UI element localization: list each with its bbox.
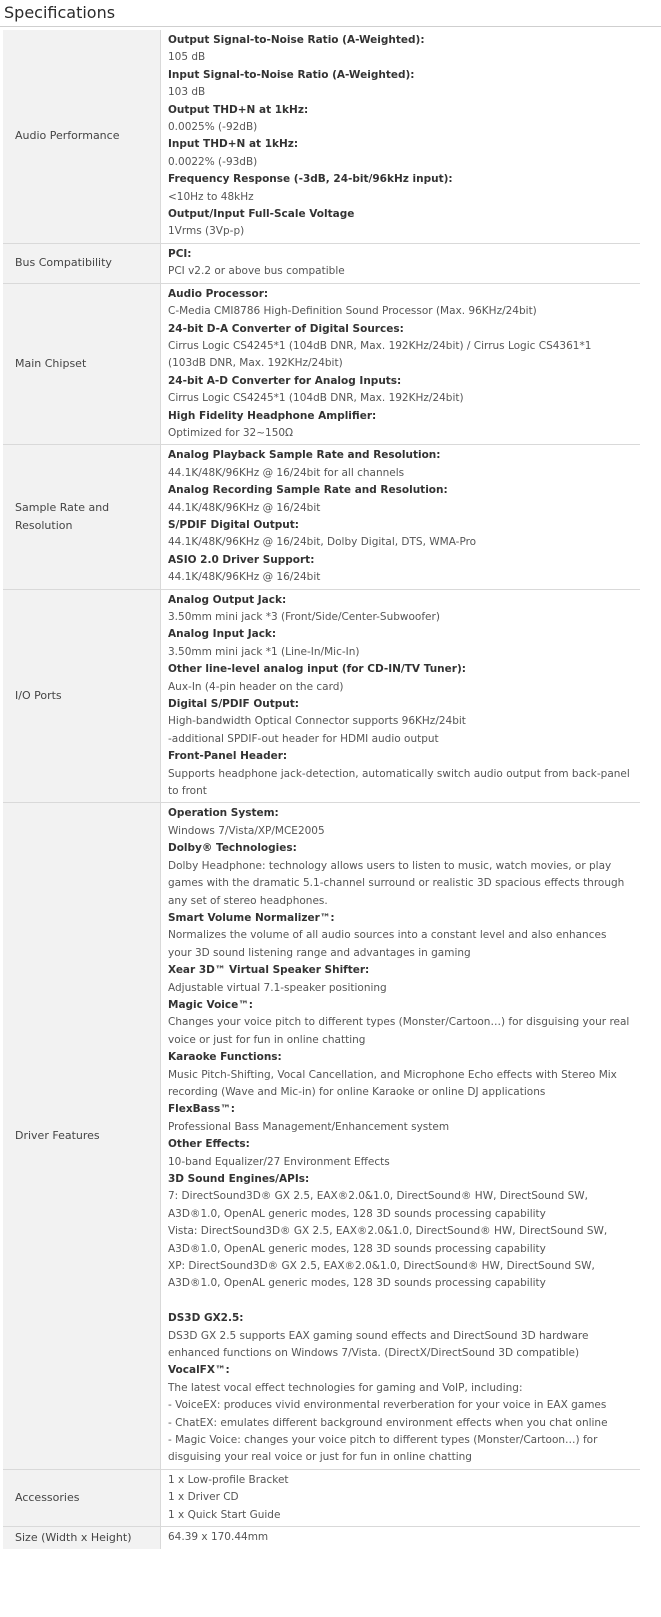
spec-item-text: - Magic Voice: changes your voice pitch to different types (Monster/Cartoon…) for	[168, 1434, 598, 1447]
spec-item-heading: 24-bit A-D Converter for Analog Inputs:	[168, 374, 402, 387]
spec-item-text: enhanced functions on Windows 7/Vista. (DirectX/DirectSound 3D compatible)	[168, 1347, 580, 1360]
spec-item-text: 3.50mm mini jack *1 (Line-In/Mic-In)	[168, 645, 360, 658]
spec-item-heading: Dolby® Technologies:	[168, 842, 297, 855]
spec-item-text: C-Media CMI8786 High-Definition Sound Processor (Max. 96KHz/24bit)	[168, 305, 537, 318]
spec-item-text: - VoiceEX: produces vivid environmental reverberation for your voice in EAX games	[168, 1399, 607, 1412]
spec-item-heading: Magic Voice™:	[168, 998, 253, 1011]
spec-item-heading: Other line-level analog input (for CD-IN/TV Tuner):	[168, 663, 466, 676]
spec-item-heading: 24-bit D-A Converter of Digital Sources:	[168, 322, 404, 335]
spec-item-text: A3D®1.0, OpenAL generic modes, 128 3D sounds processing capability	[168, 1207, 546, 1220]
spec-item-text: 7: DirectSound3D® GX 2.5, EAX®2.0&1.0, DirectSound® HW, DirectSound SW,	[168, 1190, 588, 1203]
spec-item-text: The latest vocal effect technologies for gaming and VoIP, including:	[168, 1381, 523, 1394]
spec-item-text: 1 x Driver CD	[168, 1491, 239, 1504]
spec-item-heading: 3D Sound Engines/APIs:	[168, 1173, 310, 1185]
spec-item-text: 64.39 x 170.44mm	[168, 1531, 269, 1544]
spec-item-text: -additional SPDIF-out header for HDMI audio output	[168, 732, 439, 745]
spec-item-text: XP: DirectSound3D® GX 2.5, EAX®2.0&1.0, DirectSound® HW, DirectSound SW,	[168, 1260, 595, 1273]
spec-item-text: Changes your voice pitch to different types (Monster/Cartoon…) for disguising your real	[168, 1016, 630, 1029]
spec-item-text: 103 dB	[168, 86, 206, 99]
spec-item-text: to front	[168, 785, 207, 798]
spec-item-text: Optimized for 32~150Ω	[168, 426, 294, 439]
spec-row	[3, 589, 640, 803]
spec-item-heading: Operation System:	[168, 807, 279, 820]
spec-value	[161, 283, 641, 445]
spec-item-text	[168, 1293, 636, 1310]
spec-item-text: 1 x Low-profile Bracket	[168, 1473, 289, 1486]
spec-item-text: 3.50mm mini jack *3 (Front/Side/Center-Subwoofer)	[168, 611, 440, 623]
spec-item-heading: Xear 3D™ Virtual Speaker Shifter:	[168, 964, 370, 977]
spec-item-text: Cirrus Logic CS4245*1 (104dB DNR, Max. 192KHz/24bit) / Cirrus Logic CS4361*1	[168, 339, 592, 352]
spec-row	[3, 803, 640, 1469]
spec-item-heading: Analog Playback Sample Rate and Resolution:	[168, 449, 441, 462]
spec-item-text: DS3D GX 2.5 supports EAX gaming sound effects and DirectSound 3D hardware	[168, 1329, 589, 1342]
spec-row	[3, 243, 640, 283]
spec-table	[3, 30, 640, 1549]
spec-item-text: Dolby Headphone: technology allows users to listen to music, watch movies, or play	[168, 859, 612, 872]
spec-item-heading: Smart Volume Normalizer™:	[168, 911, 335, 924]
spec-item-heading: S/PDIF Digital Output:	[168, 518, 299, 531]
spec-row	[3, 283, 640, 445]
spec-item-heading: Digital S/PDIF Output:	[168, 698, 299, 711]
spec-label: Sample Rate and Resolution	[3, 445, 161, 589]
spec-item-text: 1 x Quick Start Guide	[168, 1508, 281, 1521]
spec-value	[161, 243, 641, 283]
spec-item-text: - ChatEX: emulates different background environment effects when you chat online	[168, 1416, 608, 1429]
spec-item-heading: Karaoke Functions:	[168, 1051, 282, 1064]
spec-value	[161, 30, 641, 243]
spec-label: Size (Width x Height)	[3, 1527, 161, 1549]
spec-item-text: any set of stereo headphones.	[168, 894, 328, 907]
spec-item-text: 105 dB	[168, 51, 206, 64]
spec-item-heading: DS3D GX2.5:	[168, 1312, 244, 1325]
spec-item-heading: High Fidelity Headphone Amplifier:	[168, 409, 377, 422]
spec-item-text: recording (Wave and Mic-in) for online Karaoke or online DJ applications	[168, 1085, 546, 1098]
spec-item-text: PCI v2.2 or above bus compatible	[168, 265, 345, 278]
spec-value	[161, 1527, 641, 1549]
spec-item-heading: Input THD+N at 1kHz:	[168, 138, 299, 151]
spec-label: I/O Ports	[3, 589, 161, 803]
spec-item-text: A3D®1.0, OpenAL generic modes, 128 3D sounds processing capability	[168, 1242, 546, 1255]
spec-item-heading: Frequency Response (-3dB, 24-bit/96kHz input):	[168, 173, 453, 186]
spec-value	[161, 1469, 641, 1526]
spec-item-text: your 3D sound listening range and advantages in gaming	[168, 946, 471, 959]
page-title: Specifications	[0, 0, 661, 27]
spec-item-text: High-bandwidth Optical Connector supports 96KHz/24bit	[168, 715, 466, 728]
spec-label: Driver Features	[3, 803, 161, 1469]
spec-item-heading: Analog Input Jack:	[168, 628, 277, 641]
spec-label: Audio Performance	[3, 30, 161, 243]
spec-label: Bus Compatibility	[3, 243, 161, 283]
spec-item-heading: Other Effects:	[168, 1138, 250, 1151]
spec-item-heading: Output Signal-to-Noise Ratio (A-Weighted):	[168, 34, 425, 46]
spec-item-text: Vista: DirectSound3D® GX 2.5, EAX®2.0&1.0, DirectSound® HW, DirectSound SW,	[168, 1225, 608, 1238]
spec-item-text: Music Pitch-Shifting, Vocal Cancellation, and Microphone Echo effects with Stereo Mix	[168, 1068, 617, 1081]
spec-value	[161, 445, 641, 589]
spec-item-text: games with the dramatic 5.1-channel surround or realistic 3D spacious effects through	[168, 877, 625, 890]
spec-item-text: 44.1K/48K/96KHz @ 16/24bit	[168, 571, 321, 584]
spec-item-heading: PCI:	[168, 247, 192, 260]
spec-item-text: 1Vrms (3Vp-p)	[168, 225, 245, 238]
spec-row	[3, 445, 640, 589]
spec-item-heading: Output/Input Full-Scale Voltage	[168, 208, 355, 221]
spec-item-heading: Analog Output Jack:	[168, 593, 287, 606]
spec-item-heading: Front-Panel Header:	[168, 750, 288, 763]
spec-item-heading: Output THD+N at 1kHz:	[168, 103, 309, 116]
spec-item-text: (103dB DNR, Max. 192KHz/24bit)	[168, 357, 343, 370]
spec-item-text: Normalizes the volume of all audio sources into a constant level and also enhances	[168, 929, 607, 942]
spec-item-text: 44.1K/48K/96KHz @ 16/24bit	[168, 501, 321, 514]
spec-label: Main Chipset	[3, 283, 161, 445]
spec-item-text: Adjustable virtual 7.1-speaker positioning	[168, 981, 387, 994]
spec-item-text: 10-band Equalizer/27 Environment Effects	[168, 1155, 390, 1168]
spec-item-text: disguising your real voice or just for fun in online chatting	[168, 1451, 472, 1464]
spec-item-text: Professional Bass Management/Enhancement system	[168, 1120, 450, 1133]
spec-label: Accessories	[3, 1469, 161, 1526]
spec-item-text: Windows 7/Vista/XP/MCE2005	[168, 824, 325, 837]
spec-item-text: A3D®1.0, OpenAL generic modes, 128 3D sounds processing capability	[168, 1277, 546, 1290]
spec-row	[3, 30, 640, 243]
spec-item-heading: Input Signal-to-Noise Ratio (A-Weighted):	[168, 68, 415, 81]
spec-table-body	[3, 30, 640, 1549]
spec-item-text: 44.1K/48K/96KHz @ 16/24bit, Dolby Digital, DTS, WMA-Pro	[168, 536, 477, 549]
spec-item-heading: Audio Processor:	[168, 287, 269, 300]
spec-row	[3, 1527, 640, 1549]
spec-item-heading: Analog Recording Sample Rate and Resolution:	[168, 484, 448, 497]
spec-item-text: voice or just for fun in online chatting	[168, 1033, 366, 1046]
spec-item-text: 0.0022% (-93dB)	[168, 155, 258, 168]
spec-row	[3, 1469, 640, 1526]
spec-value	[161, 589, 641, 803]
spec-item-text: 0.0025% (-92dB)	[168, 121, 258, 134]
spec-value	[161, 803, 641, 1469]
spec-item-heading: ASIO 2.0 Driver Support:	[168, 553, 315, 566]
spec-item-text: <10Hz to 48kHz	[168, 190, 254, 203]
spec-item-heading: FlexBass™:	[168, 1103, 235, 1116]
spec-item-text: Cirrus Logic CS4245*1 (104dB DNR, Max. 192KHz/24bit)	[168, 392, 464, 405]
spec-item-text: 44.1K/48K/96KHz @ 16/24bit for all channels	[168, 466, 405, 479]
spec-item-text: Supports headphone jack-detection, automatically switch audio output from back-panel	[168, 767, 630, 780]
spec-item-heading: VocalFX™:	[168, 1364, 230, 1377]
spec-item-text: Aux-In (4-pin header on the card)	[168, 680, 344, 693]
